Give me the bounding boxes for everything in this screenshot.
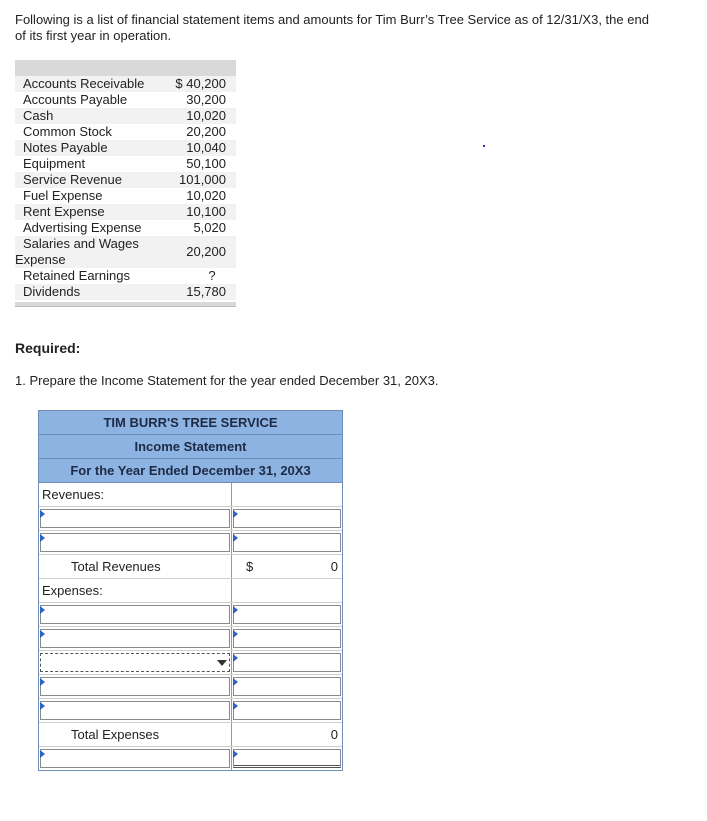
item-name: Accounts Receivable [23,76,145,91]
item-name: Cash [23,108,54,123]
item-amount: $ 40,200 [175,76,226,91]
item-row [15,220,236,236]
item-name: Service Revenue [23,172,122,187]
item-row [15,268,236,284]
chevron-down-icon[interactable] [217,660,227,666]
expense-amount-input[interactable] [233,677,341,696]
item-amount: 50,100 [186,156,226,171]
total-expenses-label: Total Expenses [71,727,160,742]
item-name: Retained Earnings [23,268,130,283]
expense-row [39,651,342,675]
item-amount: 10,040 [186,140,226,155]
item-amount: 101,000 [179,172,226,187]
statement-period: For the Year Ended December 31, 20X3 [39,459,342,483]
item-row [15,284,236,300]
revenue-row [39,531,342,555]
item-amount: 10,100 [186,204,226,219]
item-row [15,108,236,124]
item-amount: 15,780 [186,284,226,299]
currency-symbol: $ [246,559,254,574]
total-revenues-row [39,555,342,579]
item-name: Fuel Expense [23,188,103,203]
statement-company: TIM BURR'S TREE SERVICE [39,411,342,435]
input-marker-icon [40,678,45,686]
expense-row [39,699,342,723]
intro-text: Following is a list of financial statement items and amounts for Tim Burr’s Tree Service as of 12/31/X3, the end of its first year in operation. [15,12,649,43]
input-marker-icon [233,702,238,710]
required-heading: Required: [15,340,81,356]
statement-title: Income Statement [39,435,342,459]
input-marker-icon [40,606,45,614]
item-amount: 10,020 [186,108,226,123]
item-row [15,172,236,188]
item-name [15,236,172,268]
items-table-footer [15,302,236,307]
input-marker-icon [40,534,45,542]
expenses-header-row [39,579,342,603]
expense-row [39,603,342,627]
input-marker-icon [233,654,238,662]
item-amount: 5,020 [193,220,226,235]
income-statement [38,410,343,771]
expense-amount-input[interactable] [233,653,341,672]
net-income-label-input[interactable] [40,749,230,768]
expense-amount-input[interactable] [233,629,341,648]
item-amount: 10,020 [186,188,226,203]
input-marker-icon [233,678,238,686]
revenue-account-input[interactable] [40,533,230,552]
input-marker-icon [40,510,45,518]
item-amount: 20,200 [186,244,226,259]
item-row [15,156,236,172]
input-marker-icon [233,510,238,518]
item-name: Notes Payable [23,140,108,155]
question-text: 1. Prepare the Income Statement for the year ended December 31, 20X3. [15,373,439,388]
item-name-line1: Salaries and Wages [23,236,139,251]
input-marker-icon [40,630,45,638]
item-name: Equipment [23,156,86,171]
total-revenues-value: 0 [330,559,338,574]
items-table [15,60,236,307]
input-marker-icon [233,534,238,542]
item-row [15,92,236,108]
input-marker-icon [40,750,45,758]
item-row [15,76,236,92]
total-expenses-value: 0 [330,727,338,742]
expense-row [39,627,342,651]
revenue-row [39,507,342,531]
stray-dot [483,145,485,147]
net-income-amount-input[interactable] [233,749,341,768]
expense-row [39,675,342,699]
item-name: Advertising Expense [23,220,142,235]
item-amount: ? [208,268,216,283]
item-name: Rent Expense [23,204,105,219]
item-name-line2: Expense [15,252,66,267]
expense-account-input[interactable] [40,605,230,624]
item-name: Accounts Payable [23,92,128,107]
items-rows [15,76,236,300]
total-revenues-label: Total Revenues [71,559,161,574]
item-amount: 30,200 [186,92,226,107]
item-row [15,124,236,140]
expense-account-input[interactable] [40,677,230,696]
items-table-header [15,60,236,76]
revenue-amount-input[interactable] [233,509,341,528]
expense-account-input[interactable] [40,701,230,720]
item-row [15,140,236,156]
expense-account-select[interactable] [40,653,230,672]
revenue-account-input[interactable] [40,509,230,528]
revenues-label: Revenues: [42,487,105,502]
revenues-header-row [39,483,342,507]
total-expenses-row [39,723,342,747]
input-marker-icon [40,702,45,710]
expenses-label: Expenses: [42,583,103,598]
item-row [15,204,236,220]
item-name: Common Stock [23,124,112,139]
input-marker-icon [233,630,238,638]
expense-amount-input[interactable] [233,701,341,720]
item-row [15,236,236,268]
net-income-row [39,747,342,770]
expense-amount-input[interactable] [233,605,341,624]
revenue-amount-input[interactable] [233,533,341,552]
input-marker-icon [233,750,238,758]
input-marker-icon [233,606,238,614]
item-row [15,188,236,204]
expense-account-input[interactable] [40,629,230,648]
item-name: Dividends [23,284,81,299]
item-amount: 20,200 [186,124,226,139]
